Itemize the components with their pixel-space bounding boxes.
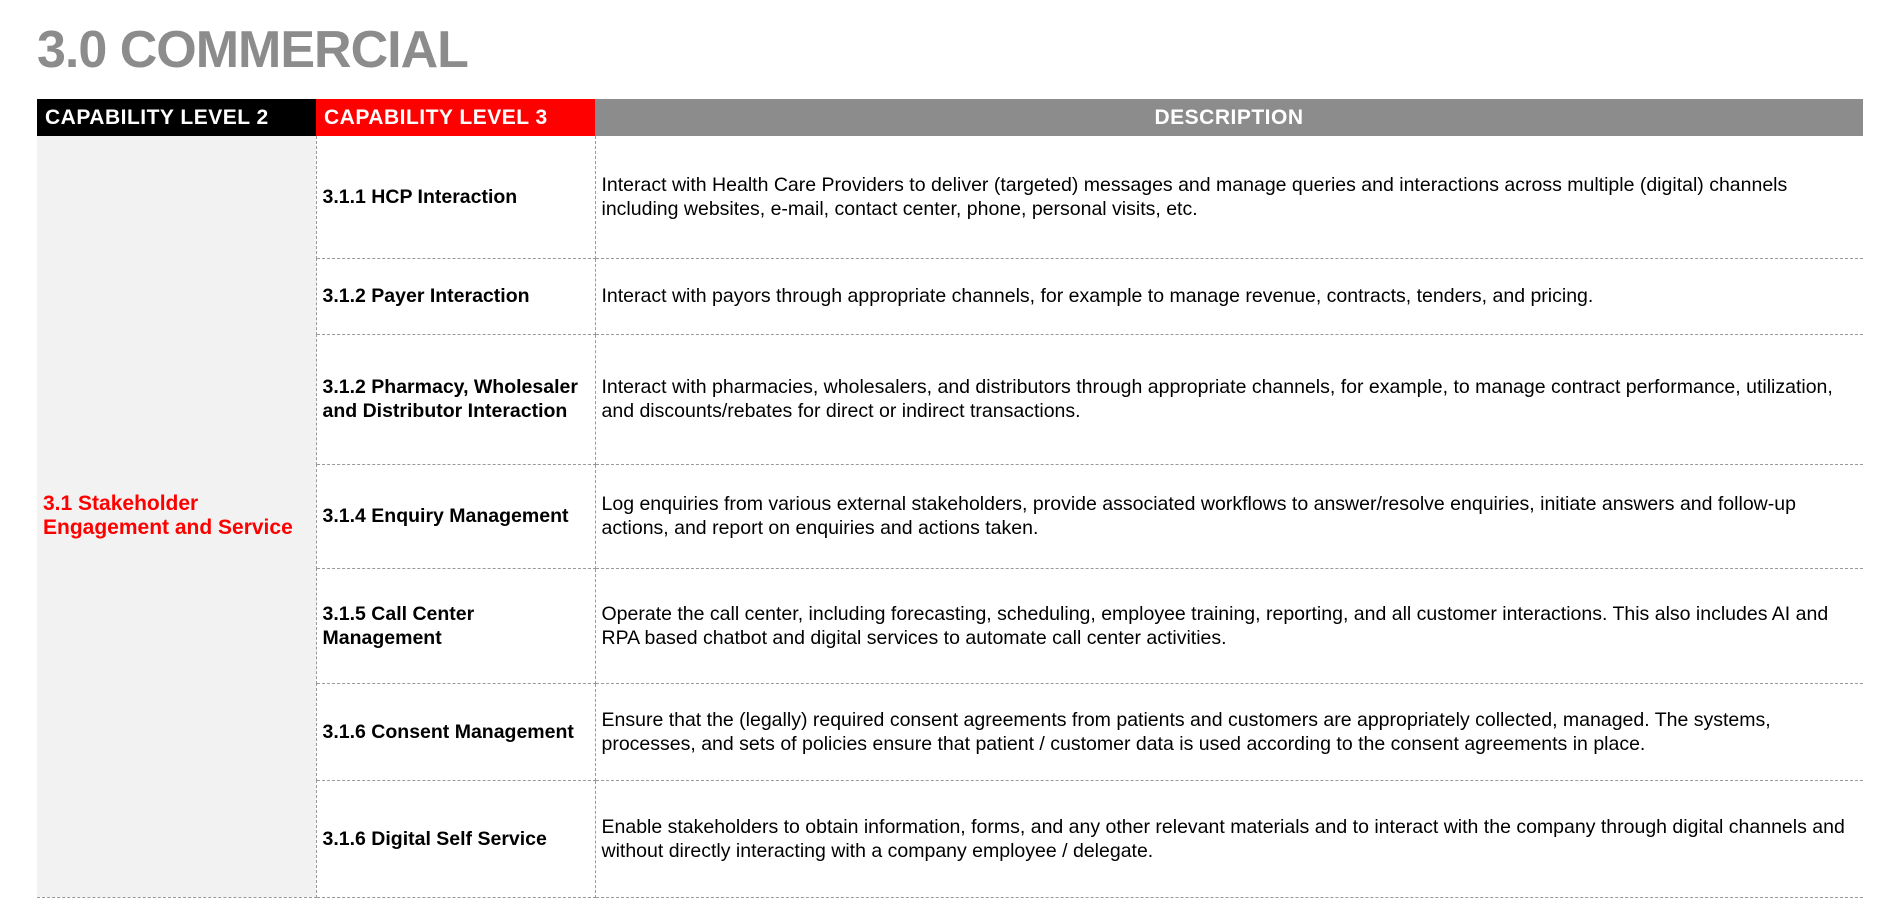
description-cell: Ensure that the (legally) required consent agreements from patients and customers are appropriately collected, managed. The systems, processes, and sets of policies ensure that patient / customer data is used according to the consent agreements in place.: [595, 683, 1863, 780]
description-cell: Interact with pharmacies, wholesalers, and distributors through appropriate channels, for example, to manage contract performance, utilization, and discounts/rebates for direct or indirect transactions.: [595, 334, 1863, 464]
level3-cell: 3.1.5 Call Center Management: [316, 568, 595, 683]
header-capability-level-3: CAPABILITY LEVEL 3: [316, 99, 595, 136]
level3-cell: 3.1.6 Consent Management: [316, 683, 595, 780]
level3-cell: 3.1.4 Enquiry Management: [316, 464, 595, 568]
header-description: DESCRIPTION: [595, 99, 1863, 136]
level2-label: 3.1 Stakeholder Engagement and Service: [43, 492, 293, 540]
description-cell: Interact with Health Care Providers to deliver (targeted) messages and manage queries and interactions across multiple (digital) channels including websites, e-mail, contact center, phone, personal visits, etc.: [595, 136, 1863, 258]
level3-cell: 3.1.1 HCP Interaction: [316, 136, 595, 258]
level3-cell: 3.1.6 Digital Self Service: [316, 780, 595, 897]
description-cell: Interact with payors through appropriate channels, for example to manage revenue, contracts, tenders, and pricing.: [595, 258, 1863, 334]
table-header-row: [37, 99, 1863, 136]
header-capability-level-2: CAPABILITY LEVEL 2: [37, 99, 316, 136]
level2-cell: [37, 136, 316, 897]
description-cell: Operate the call center, including forecasting, scheduling, employee training, reporting, and all customer interactions. This also includes AI and RPA based chatbot and digital services to automate call center activities.: [595, 568, 1863, 683]
table-row: [37, 136, 1863, 258]
level3-cell: 3.1.2 Pharmacy, Wholesaler and Distributor Interaction: [316, 334, 595, 464]
description-cell: Enable stakeholders to obtain information, forms, and any other relevant materials and to interact with the company through digital channels and without directly interacting with a company employee / delegate.: [595, 780, 1863, 897]
level3-cell: 3.1.2 Payer Interaction: [316, 258, 595, 334]
capability-table: [37, 99, 1863, 898]
page-title: 3.0 COMMERCIAL: [37, 21, 468, 79]
description-cell: Log enquiries from various external stakeholders, provide associated workflows to answer/resolve enquiries, initiate answers and follow-up actions, and report on enquiries and actions taken.: [595, 464, 1863, 568]
